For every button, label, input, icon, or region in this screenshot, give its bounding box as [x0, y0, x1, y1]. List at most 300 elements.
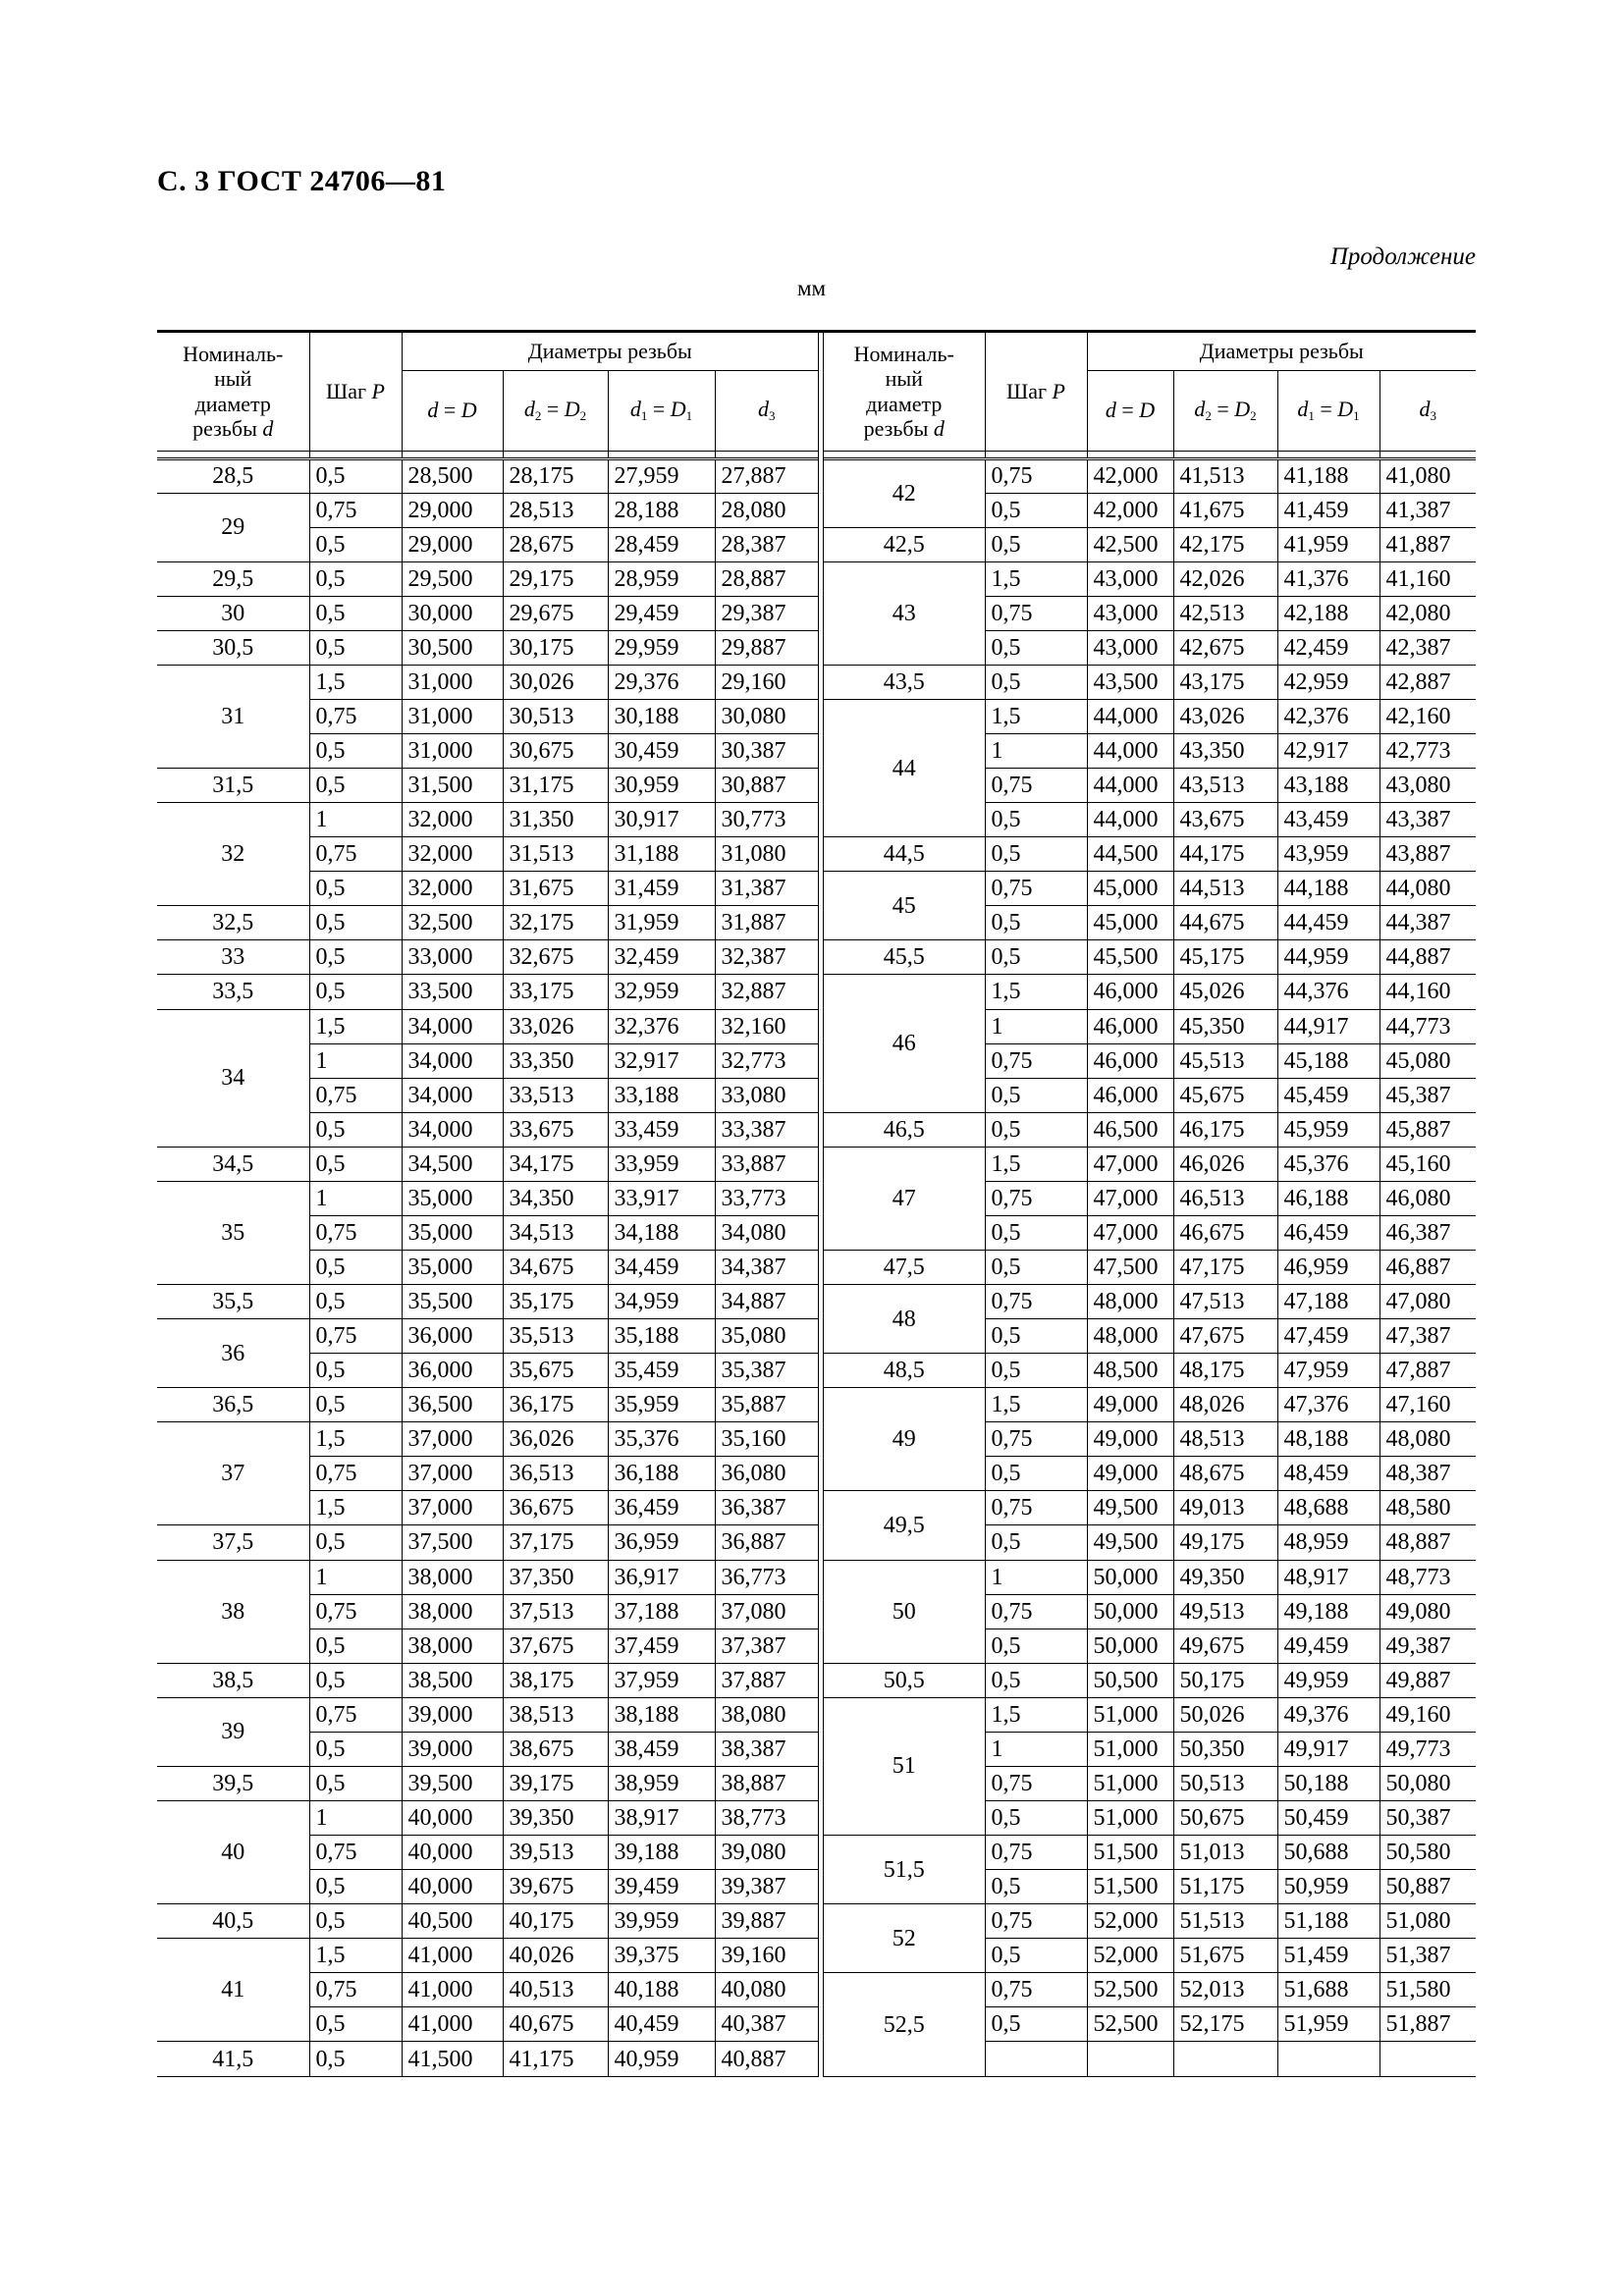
d1-cell: 27,959	[608, 458, 715, 493]
table-row	[824, 1147, 1476, 1181]
d2-cell: 33,675	[503, 1112, 608, 1147]
d-cell: 46,000	[1087, 1043, 1173, 1078]
nominal-diameter-cell: 36,5	[157, 1388, 309, 1422]
nominal-diameter-cell: 47,5	[824, 1250, 985, 1284]
pitch-cell: 0,5	[309, 527, 402, 561]
d1-cell: 44,376	[1277, 975, 1380, 1009]
d-cell: 31,000	[402, 699, 503, 733]
d1-cell: 50,688	[1277, 1836, 1380, 1870]
pitch-cell: 0,75	[309, 699, 402, 733]
d3-cell: 46,887	[1380, 1250, 1476, 1284]
d1-cell: 44,917	[1277, 1009, 1380, 1043]
nominal-diameter-cell: 31	[157, 665, 309, 768]
d-cell: 38,000	[402, 1594, 503, 1629]
pitch-cell: 0,5	[309, 940, 402, 975]
pitch-cell: 0,5	[309, 1525, 402, 1560]
d1-cell: 36,959	[608, 1525, 715, 1560]
d-cell: 46,000	[1087, 1009, 1173, 1043]
d-cell: 31,000	[402, 734, 503, 769]
pitch-cell: 0,5	[309, 1766, 402, 1800]
d-cell: 51,000	[1087, 1800, 1173, 1835]
table-row	[824, 1697, 1476, 1732]
d3-cell: 45,887	[1380, 1112, 1476, 1147]
d3-cell: 45,080	[1380, 1043, 1476, 1078]
pitch-cell: 0,75	[985, 1904, 1087, 1939]
d3-cell: 48,080	[1380, 1422, 1476, 1457]
d1-cell: 40,188	[608, 1973, 715, 2007]
d3-cell: 44,887	[1380, 940, 1476, 975]
d1-cell: 33,188	[608, 1078, 715, 1112]
d3-cell: 51,580	[1380, 1973, 1476, 2007]
d3-cell: 37,387	[715, 1629, 818, 1663]
pitch-cell: 0,75	[985, 1836, 1087, 1870]
pitch-cell: 0,75	[309, 493, 402, 527]
d1-cell: 45,959	[1277, 1112, 1380, 1147]
pitch-cell: 0,5	[309, 561, 402, 596]
pitch-cell: 0,5	[985, 803, 1087, 837]
pitch-cell: 0,75	[985, 872, 1087, 906]
pitch-cell: 0,75	[309, 1078, 402, 1112]
d-cell: 42,000	[1087, 458, 1173, 493]
col-nominal-header: Номиналь- ный диаметр резьбы d	[824, 333, 985, 451]
d3-cell: 37,080	[715, 1594, 818, 1629]
d3-cell: 33,387	[715, 1112, 818, 1147]
d1-cell: 29,459	[608, 596, 715, 630]
table-row	[157, 1388, 818, 1422]
pitch-cell: 0,75	[309, 1457, 402, 1491]
col-d1-header: $d_1 = D_1$	[1277, 370, 1380, 451]
pitch-cell: 1,5	[985, 1697, 1087, 1732]
table-row	[157, 1147, 818, 1181]
table-row	[824, 1560, 1476, 1594]
d1-cell: 31,459	[608, 872, 715, 906]
d-cell: 38,000	[402, 1560, 503, 1594]
d-cell: 46,500	[1087, 1112, 1173, 1147]
d3-cell: 32,887	[715, 975, 818, 1009]
table-row	[824, 975, 1476, 1009]
d-cell: 35,500	[402, 1285, 503, 1319]
d3-cell: 33,887	[715, 1147, 818, 1181]
pitch-cell: 0,5	[309, 630, 402, 665]
d2-cell: 41,513	[1173, 458, 1277, 493]
d1-cell: 47,459	[1277, 1319, 1380, 1354]
d3-cell: 30,080	[715, 699, 818, 733]
d2-cell: 40,026	[503, 1939, 608, 1973]
nominal-diameter-cell: 50,5	[824, 1663, 985, 1697]
nominal-diameter-cell: 43,5	[824, 665, 985, 699]
d1-cell: 34,459	[608, 1250, 715, 1284]
col-nominal-header: Номиналь- ный диаметр резьбы d	[157, 333, 309, 451]
d3-cell: 41,160	[1380, 561, 1476, 596]
d2-cell: 45,513	[1173, 1043, 1277, 1078]
pitch-cell: 1,5	[985, 561, 1087, 596]
d-cell: 52,000	[1087, 1904, 1173, 1939]
table-row	[824, 940, 1476, 975]
d3-cell: 41,387	[1380, 493, 1476, 527]
d2-cell: 36,026	[503, 1422, 608, 1457]
d2-cell: 46,026	[1173, 1147, 1277, 1181]
d3-cell: 43,387	[1380, 803, 1476, 837]
d1-cell: 47,188	[1277, 1285, 1380, 1319]
pitch-cell: 0,75	[985, 1594, 1087, 1629]
d1-cell: 31,959	[608, 906, 715, 940]
d3-cell: 47,887	[1380, 1354, 1476, 1388]
col-d1-header: $d_1 = D_1$	[608, 370, 715, 451]
table-row	[824, 1388, 1476, 1422]
d1-cell: 38,917	[608, 1800, 715, 1835]
nominal-diameter-cell: 34	[157, 1009, 309, 1147]
d1-cell: 28,459	[608, 527, 715, 561]
d-cell: 52,500	[1087, 1973, 1173, 2007]
d2-cell: 33,350	[503, 1043, 608, 1078]
table-row	[824, 1250, 1476, 1284]
col-d3-header: $d_3$	[715, 370, 818, 451]
d1-cell: 51,688	[1277, 1973, 1380, 2007]
table-row	[157, 665, 818, 699]
d-cell: 40,000	[402, 1870, 503, 1904]
d3-cell: 47,080	[1380, 1285, 1476, 1319]
d-cell: 41,500	[402, 2042, 503, 2077]
d-cell: 42,000	[1087, 493, 1173, 527]
d1-cell: 44,959	[1277, 940, 1380, 975]
d-cell: 44,000	[1087, 699, 1173, 733]
d2-cell: 46,513	[1173, 1181, 1277, 1215]
pitch-cell: 0,75	[309, 1215, 402, 1250]
pitch-cell: 0,5	[985, 2007, 1087, 2042]
d-cell: 43,500	[1087, 665, 1173, 699]
d1-cell: 32,376	[608, 1009, 715, 1043]
nominal-diameter-cell: 33	[157, 940, 309, 975]
pitch-cell: 0,5	[985, 493, 1087, 527]
table-row	[157, 1663, 818, 1697]
d1-cell: 49,959	[1277, 1663, 1380, 1697]
d-cell: 51,000	[1087, 1766, 1173, 1800]
d1-cell: 33,917	[608, 1181, 715, 1215]
d2-cell: 49,675	[1173, 1629, 1277, 1663]
d-cell: 36,500	[402, 1388, 503, 1422]
d1-cell: 38,188	[608, 1697, 715, 1732]
d-cell: 43,000	[1087, 561, 1173, 596]
pitch-cell: 1,5	[309, 1939, 402, 1973]
d1-cell: 43,959	[1277, 837, 1380, 872]
nominal-diameter-cell: 29	[157, 493, 309, 561]
d3-cell: 48,887	[1380, 1525, 1476, 1560]
nominal-diameter-cell: 37	[157, 1422, 309, 1525]
units-label: мм	[797, 276, 827, 300]
d3-cell: 38,387	[715, 1732, 818, 1766]
d2-cell: 49,350	[1173, 1560, 1277, 1594]
nominal-diameter-cell: 44	[824, 699, 985, 836]
d1-cell: 48,959	[1277, 1525, 1380, 1560]
d3-cell: 34,080	[715, 1215, 818, 1250]
pitch-cell: 0,5	[309, 1870, 402, 1904]
d-cell: 47,500	[1087, 1250, 1173, 1284]
d-cell: 37,000	[402, 1422, 503, 1457]
d-cell: 49,500	[1087, 1525, 1173, 1560]
nominal-diameter-cell: 48	[824, 1285, 985, 1354]
d-cell: 32,000	[402, 803, 503, 837]
pitch-cell: 1,5	[985, 1388, 1087, 1422]
d3-cell: 35,887	[715, 1388, 818, 1422]
d3-cell: 31,387	[715, 872, 818, 906]
d3-cell: 43,887	[1380, 837, 1476, 872]
d2-cell: 32,675	[503, 940, 608, 975]
nominal-diameter-cell: 47	[824, 1147, 985, 1250]
table-row	[824, 1663, 1476, 1697]
d2-cell: 45,675	[1173, 1078, 1277, 1112]
d-cell: 29,500	[402, 561, 503, 596]
nominal-diameter-cell: 32	[157, 803, 309, 906]
d2-cell: 45,026	[1173, 975, 1277, 1009]
pitch-cell: 0,5	[309, 1147, 402, 1181]
d1-cell: 36,188	[608, 1457, 715, 1491]
pitch-cell: 1	[309, 803, 402, 837]
d3-cell: 49,387	[1380, 1629, 1476, 1663]
pitch-cell: 0,5	[985, 1457, 1087, 1491]
d1-cell: 45,459	[1277, 1078, 1380, 1112]
pitch-cell: 1	[985, 734, 1087, 769]
pitch-cell: 1,5	[309, 1491, 402, 1525]
d3-cell: 38,080	[715, 1697, 818, 1732]
d2-cell: 33,175	[503, 975, 608, 1009]
table-row	[157, 940, 818, 975]
d3-cell: 44,080	[1380, 872, 1476, 906]
d3-cell: 35,160	[715, 1422, 818, 1457]
pitch-cell: 0,75	[985, 1491, 1087, 1525]
nominal-diameter-cell: 31,5	[157, 769, 309, 803]
d3-cell: 32,160	[715, 1009, 818, 1043]
d2-cell: 50,026	[1173, 1697, 1277, 1732]
d2-cell: 39,675	[503, 1870, 608, 1904]
pitch-cell: 0,5	[309, 1904, 402, 1939]
d1-cell: 46,459	[1277, 1215, 1380, 1250]
col-d3-header: $d_3$	[1380, 370, 1476, 451]
d1-cell: 37,188	[608, 1594, 715, 1629]
table-row	[157, 906, 818, 940]
d1-cell	[1277, 2042, 1380, 2077]
nominal-diameter-cell: 52	[824, 1904, 985, 1973]
d2-cell: 52,175	[1173, 2007, 1277, 2042]
d2-cell: 33,026	[503, 1009, 608, 1043]
d3-cell: 44,387	[1380, 906, 1476, 940]
d2-cell: 31,675	[503, 872, 608, 906]
continuation-label: Продолжение	[1329, 243, 1476, 270]
pitch-cell: 0,5	[985, 1112, 1087, 1147]
d-cell: 33,000	[402, 940, 503, 975]
d2-cell	[1173, 2042, 1277, 2077]
d3-cell: 39,887	[715, 1904, 818, 1939]
nominal-diameter-cell: 38	[157, 1560, 309, 1663]
left-thread-table	[157, 333, 818, 2077]
d3-cell: 51,080	[1380, 1904, 1476, 1939]
d-cell: 36,000	[402, 1354, 503, 1388]
d-cell: 44,000	[1087, 734, 1173, 769]
pitch-cell: 0,75	[985, 1973, 1087, 2007]
table-row	[157, 2042, 818, 2077]
pitch-cell: 1,5	[985, 1147, 1087, 1181]
pitch-cell: 0,5	[985, 1354, 1087, 1388]
col-d2-header: $d_2 = D_2$	[503, 370, 608, 451]
d3-cell: 42,887	[1380, 665, 1476, 699]
d2-cell: 31,175	[503, 769, 608, 803]
d-cell: 49,500	[1087, 1491, 1173, 1525]
d3-cell: 30,773	[715, 803, 818, 837]
col-pitch-header: Шаг P	[985, 333, 1087, 451]
pitch-cell: 0,75	[309, 1973, 402, 2007]
d3-cell: 45,160	[1380, 1147, 1476, 1181]
d2-cell: 36,175	[503, 1388, 608, 1422]
pitch-cell: 0,5	[309, 1388, 402, 1422]
d2-cell: 30,026	[503, 665, 608, 699]
d3-cell: 36,773	[715, 1560, 818, 1594]
d3-cell: 28,387	[715, 527, 818, 561]
pitch-cell: 0,75	[985, 1766, 1087, 1800]
pitch-cell: 1,5	[985, 975, 1087, 1009]
d1-cell: 32,959	[608, 975, 715, 1009]
table-row	[824, 699, 1476, 733]
d3-cell: 39,160	[715, 1939, 818, 1973]
d2-cell: 34,675	[503, 1250, 608, 1284]
d1-cell: 48,459	[1277, 1457, 1380, 1491]
d1-cell: 48,917	[1277, 1560, 1380, 1594]
d-cell: 44,000	[1087, 803, 1173, 837]
table-row	[824, 1836, 1476, 1870]
d1-cell: 39,459	[608, 1870, 715, 1904]
thread-diameter-tables	[157, 330, 1476, 2077]
d2-cell: 44,675	[1173, 906, 1277, 940]
d1-cell: 43,459	[1277, 803, 1380, 837]
d1-cell: 37,459	[608, 1629, 715, 1663]
nominal-diameter-cell: 44,5	[824, 837, 985, 872]
table-row	[157, 803, 818, 837]
d1-cell: 33,959	[608, 1147, 715, 1181]
d-cell: 32,000	[402, 837, 503, 872]
pitch-cell: 0,5	[309, 2042, 402, 2077]
d2-cell: 31,350	[503, 803, 608, 837]
d-cell: 41,000	[402, 2007, 503, 2042]
d3-cell: 31,887	[715, 906, 818, 940]
col-d2-header: $d_2 = D_2$	[1173, 370, 1277, 451]
pitch-cell: 0,5	[309, 1354, 402, 1388]
table-row	[157, 630, 818, 665]
d3-cell: 38,887	[715, 1766, 818, 1800]
pitch-cell: 0,75	[985, 1043, 1087, 1078]
d-cell: 33,500	[402, 975, 503, 1009]
d-cell: 49,000	[1087, 1388, 1173, 1422]
d2-cell: 35,175	[503, 1285, 608, 1319]
d2-cell: 52,013	[1173, 1973, 1277, 2007]
d2-cell: 30,675	[503, 734, 608, 769]
d1-cell: 30,959	[608, 769, 715, 803]
d2-cell: 42,175	[1173, 527, 1277, 561]
d3-cell: 40,887	[715, 2042, 818, 2077]
nominal-diameter-cell: 46,5	[824, 1112, 985, 1147]
d1-cell: 28,959	[608, 561, 715, 596]
d2-cell: 44,175	[1173, 837, 1277, 872]
pitch-cell: 1	[985, 1732, 1087, 1766]
d1-cell: 42,959	[1277, 665, 1380, 699]
d-cell: 45,000	[1087, 906, 1173, 940]
d-cell: 35,000	[402, 1215, 503, 1250]
d2-cell: 35,513	[503, 1319, 608, 1354]
d2-cell: 37,350	[503, 1560, 608, 1594]
d1-cell: 50,959	[1277, 1870, 1380, 1904]
d2-cell: 40,513	[503, 1973, 608, 2007]
nominal-diameter-cell: 45	[824, 872, 985, 940]
pitch-cell: 1	[309, 1800, 402, 1835]
d-cell: 32,500	[402, 906, 503, 940]
d2-cell: 34,175	[503, 1147, 608, 1181]
d-cell: 49,000	[1087, 1457, 1173, 1491]
d1-cell: 42,459	[1277, 630, 1380, 665]
d-cell: 37,500	[402, 1525, 503, 1560]
pitch-cell	[985, 2042, 1087, 2077]
d3-cell: 39,387	[715, 1870, 818, 1904]
table-row	[157, 1904, 818, 1939]
table-row	[157, 769, 818, 803]
nominal-diameter-cell: 38,5	[157, 1663, 309, 1697]
d3-cell: 42,773	[1380, 734, 1476, 769]
d3-cell: 45,387	[1380, 1078, 1476, 1112]
d2-cell: 48,513	[1173, 1422, 1277, 1457]
d1-cell: 34,959	[608, 1285, 715, 1319]
d3-cell: 49,080	[1380, 1594, 1476, 1629]
d3-cell: 48,387	[1380, 1457, 1476, 1491]
d3-cell: 50,580	[1380, 1836, 1476, 1870]
d3-cell: 43,080	[1380, 769, 1476, 803]
d3-cell: 40,080	[715, 1973, 818, 2007]
d-cell: 48,000	[1087, 1285, 1173, 1319]
d1-cell: 44,188	[1277, 872, 1380, 906]
d2-cell: 42,513	[1173, 596, 1277, 630]
pitch-cell: 0,75	[309, 1594, 402, 1629]
table-row	[157, 1285, 818, 1319]
d3-cell: 28,887	[715, 561, 818, 596]
table-row	[157, 1697, 818, 1732]
d3-cell: 42,160	[1380, 699, 1476, 733]
nominal-diameter-cell: 35,5	[157, 1285, 309, 1319]
nominal-diameter-cell: 52,5	[824, 1973, 985, 2077]
d-cell: 50,000	[1087, 1560, 1173, 1594]
table-row	[824, 1904, 1476, 1939]
d1-cell: 33,459	[608, 1112, 715, 1147]
d2-cell: 34,350	[503, 1181, 608, 1215]
d3-cell: 46,387	[1380, 1215, 1476, 1250]
d1-cell: 51,459	[1277, 1939, 1380, 1973]
d1-cell: 49,459	[1277, 1629, 1380, 1663]
d3-cell: 33,080	[715, 1078, 818, 1112]
d3-cell: 36,887	[715, 1525, 818, 1560]
pitch-cell: 0,5	[985, 1319, 1087, 1354]
d2-cell: 51,013	[1173, 1836, 1277, 1870]
d-cell: 30,000	[402, 596, 503, 630]
d2-cell: 49,175	[1173, 1525, 1277, 1560]
d1-cell: 39,375	[608, 1939, 715, 1973]
d1-cell: 43,188	[1277, 769, 1380, 803]
d2-cell: 30,513	[503, 699, 608, 733]
d1-cell: 49,917	[1277, 1732, 1380, 1766]
d3-cell: 39,080	[715, 1836, 818, 1870]
d2-cell: 45,350	[1173, 1009, 1277, 1043]
d-cell	[1087, 2042, 1173, 2077]
table-row	[157, 493, 818, 527]
d2-cell: 50,513	[1173, 1766, 1277, 1800]
pitch-cell: 0,75	[985, 1285, 1087, 1319]
nominal-diameter-cell: 33,5	[157, 975, 309, 1009]
d2-cell: 47,675	[1173, 1319, 1277, 1354]
d1-cell: 40,959	[608, 2042, 715, 2077]
d1-cell: 30,188	[608, 699, 715, 733]
